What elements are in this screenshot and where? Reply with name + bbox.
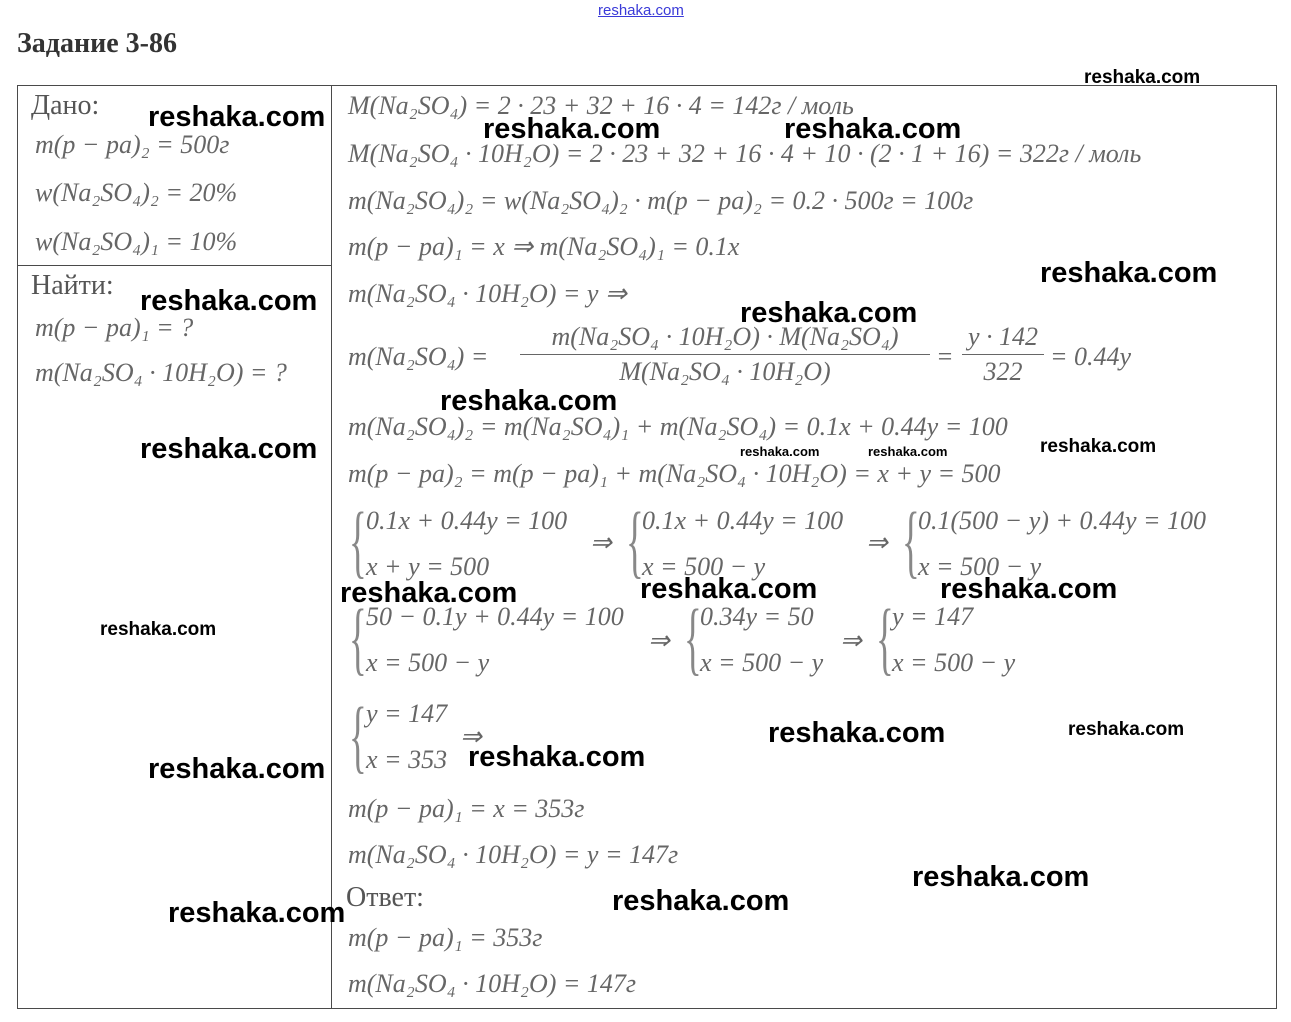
watermark: reshaka.com: [140, 285, 318, 317]
system-eq: 0.1x + 0.44y = 100: [642, 506, 844, 535]
watermark: reshaka.com: [640, 573, 818, 605]
watermark: reshaka.com: [1040, 257, 1218, 289]
ratio-equals: =: [936, 342, 954, 371]
given-item: w(Na₂SO₄)₂ = 20%: [35, 178, 238, 207]
watermark: reshaka.com: [784, 113, 962, 145]
column-divider: [331, 85, 332, 1009]
solution-line: M(Na₂SO₄) = 2 · 23 + 32 + 16 · 4 = 142г / моль: [348, 91, 854, 120]
watermark: reshaka.com: [912, 861, 1090, 893]
site-header-link[interactable]: reshaka.com: [598, 2, 684, 19]
implies-arrow: ⇒: [648, 626, 670, 655]
ratio-denominator-2: 322: [983, 357, 1023, 386]
system-brace: {: [684, 592, 702, 683]
system-eq: y = 147: [892, 602, 974, 631]
find-label: Найти:: [31, 270, 114, 301]
system-eq: x = 500 − y: [700, 648, 824, 677]
page-title: Задание 3-86: [17, 28, 177, 59]
system-eq: 0.1(500 − y) + 0.44y = 100: [918, 506, 1207, 535]
watermark: reshaka.com: [1084, 67, 1201, 88]
system-brace: {: [349, 495, 367, 586]
system-eq: x = 500 − y: [892, 648, 1016, 677]
given-find-divider: [17, 265, 332, 266]
system-brace: {: [626, 495, 644, 586]
watermark: reshaka.com: [740, 297, 918, 329]
watermark: reshaka.com: [940, 573, 1118, 605]
implies-arrow: ⇒: [840, 626, 862, 655]
answer-line: m(Na₂SO₄ · 10H₂O) = 147г: [348, 969, 637, 998]
watermark: reshaka.com: [868, 444, 948, 459]
ratio-numerator-2: y · 142: [967, 322, 1039, 351]
system-eq: x = 353: [366, 745, 448, 774]
system-eq: 0.34y = 50: [700, 602, 814, 631]
watermark: reshaka.com: [1040, 436, 1157, 457]
answer-label: Ответ:: [346, 882, 424, 913]
implies-arrow: ⇒: [866, 528, 888, 557]
ratio-left: m(Na₂SO₄) =: [348, 342, 489, 371]
given-item: m(p − pa)₂ = 500г: [35, 130, 230, 159]
ratio-numerator: m(Na₂SO₄ · 10H₂O) · M(Na₂SO₄): [551, 322, 899, 351]
watermark: reshaka.com: [1068, 719, 1185, 740]
solution-line: m(p − pa)₂ = m(p − pa)₁ + m(Na₂SO₄ · 10H₂O) = x + y = 500: [348, 459, 1001, 488]
ratio-denominator: M(Na₂SO₄ · 10H₂O): [619, 357, 831, 386]
watermark: reshaka.com: [148, 101, 326, 133]
system-brace: {: [876, 592, 894, 683]
system-brace: {: [349, 690, 367, 781]
watermark: reshaka.com: [100, 619, 217, 640]
watermark: reshaka.com: [468, 741, 646, 773]
solution-table: [17, 85, 1277, 1009]
solution-line: M(Na₂SO₄ · 10H₂O) = 2 · 23 + 32 + 16 · 4 + 10 · (2 · 1 + 16) = 322г / моль: [348, 139, 1142, 168]
system-eq: x + y = 500: [366, 552, 490, 581]
implies-arrow: ⇒: [460, 722, 482, 751]
system-eq: 50 − 0.1y + 0.44y = 100: [366, 602, 624, 631]
solution-line: m(Na₂SO₄)₂ = w(Na₂SO₄)₂ · m(p − pa)₂ = 0.2 · 500г = 100г: [348, 186, 974, 215]
system-eq: x = 500 − y: [642, 552, 766, 581]
watermark: reshaka.com: [440, 385, 618, 417]
system-brace: {: [349, 592, 367, 683]
watermark: reshaka.com: [483, 113, 661, 145]
find-item: m(p − pa)₁ = ?: [35, 313, 194, 342]
watermark: reshaka.com: [140, 433, 318, 465]
find-item: m(Na₂SO₄ · 10H₂O) = ?: [35, 358, 287, 387]
system-eq: x = 500 − y: [918, 552, 1042, 581]
watermark: reshaka.com: [768, 717, 946, 749]
given-item: w(Na₂SO₄)₁ = 10%: [35, 227, 238, 256]
solution-line: m(p − pa)₁ = x ⇒ m(Na₂SO₄)₁ = 0.1x: [348, 232, 740, 261]
system-eq: y = 147: [366, 699, 448, 728]
watermark: reshaka.com: [148, 753, 326, 785]
watermark: reshaka.com: [740, 444, 820, 459]
fraction-bar: [520, 354, 930, 355]
solution-line: m(Na₂SO₄)₂ = m(Na₂SO₄)₁ + m(Na₂SO₄) = 0.1x + 0.44y = 100: [348, 412, 1008, 441]
implies-arrow: ⇒: [590, 528, 612, 557]
result-line: m(Na₂SO₄ · 10H₂O) = y = 147г: [348, 840, 679, 869]
system-eq: x = 500 − y: [366, 648, 490, 677]
solution-line: m(Na₂SO₄ · 10H₂O) = y ⇒: [348, 279, 627, 308]
system-brace: {: [902, 495, 920, 586]
ratio-fraction: [520, 322, 930, 387]
given-label: Дано:: [31, 90, 100, 121]
fraction-bar: [962, 354, 1044, 355]
watermark: reshaka.com: [612, 885, 790, 917]
watermark: reshaka.com: [168, 897, 346, 929]
ratio-result: = 0.44y: [1050, 342, 1132, 371]
system-eq: 0.1x + 0.44y = 100: [366, 506, 568, 535]
answer-line: m(p − pa)₁ = 353г: [348, 923, 543, 952]
watermark: reshaka.com: [340, 577, 518, 609]
result-line: m(p − pa)₁ = x = 353г: [348, 794, 585, 823]
ratio-fraction-2: [962, 322, 1044, 387]
